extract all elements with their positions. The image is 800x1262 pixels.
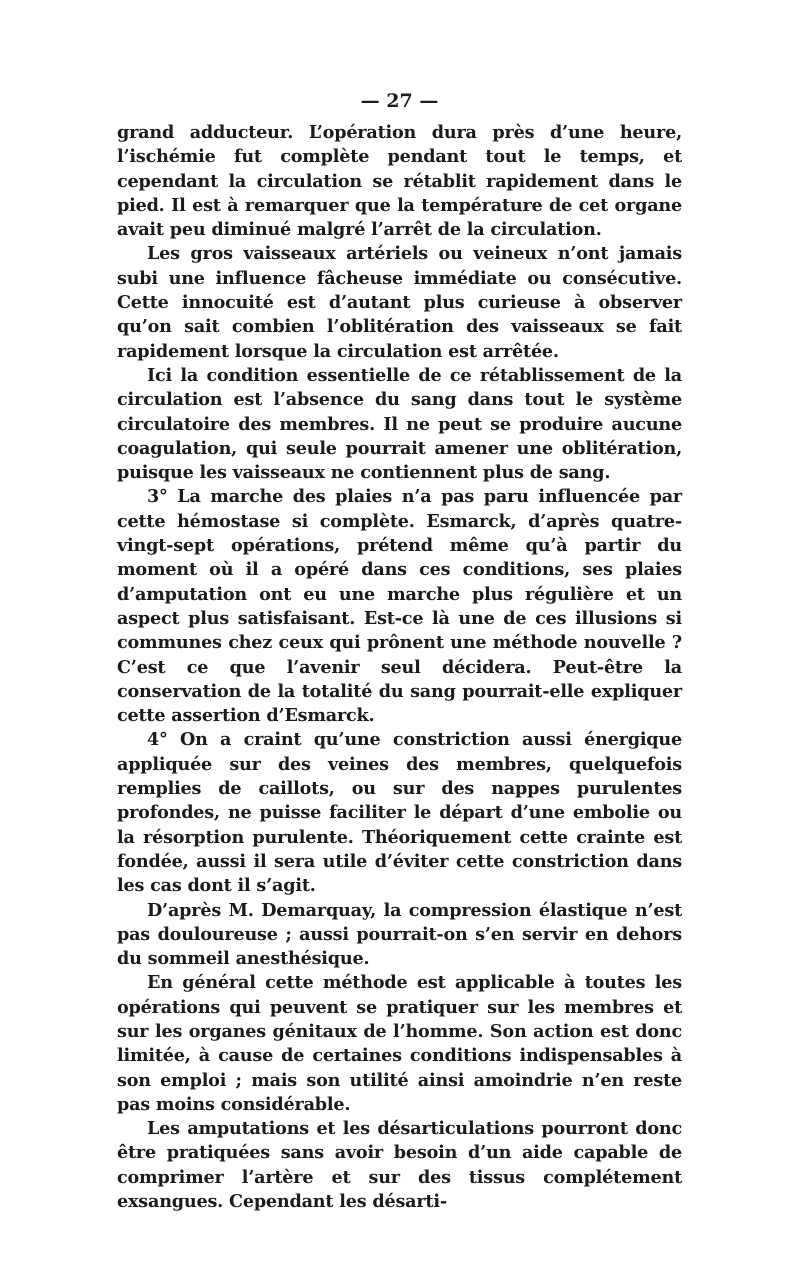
page-number: — 27 — (360, 90, 439, 112)
paragraph-vessels: Les gros vaisseaux artériels ou veineux n’ont jamais subi une influence fâcheuse immédiate ou consécutive. Cette innocuité est d’autant plus curieuse à observer qu’on sait combien l’oblitération des vaisseaux se fait rapidement lorsque la circulation est arrêtée. (117, 243, 682, 362)
paragraph-general: En général cette méthode est applicable à toutes les opérations qui peuvent se pratiquer sur les membres et sur les organes génitaux de l’homme. Son action est donc limitée, à cause de certaines conditions indispensables à son emploi ; mais son utilité ainsi amoindrie n’en reste pas moins considérable. (117, 972, 682, 1115)
book-page (117, 84, 682, 1214)
paragraph-wounds: 3° La marche des plaies n’a pas paru influencée par cette hémostase si complète. Esmarck, d’après quatre-vingt-sept opérations, prétend même qu’à partir du moment où il a opéré dans ces conditions, ses plaies d’amputation ont eu une marche plus régulière et un aspect plus satisfaisant. Est-ce là une de ces illusions si communes chez ceux qui prônent une méthode nouvelle ? C’est ce que l’avenir seul décidera. Peut-être la conservation de la totalité du sang pourrait-elle expliquer cette assertion d’Esmarck. (117, 486, 682, 727)
paragraph-continuation: grand adducteur. L’opération dura près d’une heure, l’ischémie fut complète pendant tout le temps, et cependant la circulation se rétablit rapidement dans le pied. Il est à remarquer que la température de cet organe avait peu diminué malgré l’arrêt de la circulation. (117, 122, 682, 241)
paragraph-amputations: Les amputations et les désarticulations pourront donc être pratiquées sans avoir besoin d’un aide capable de comprimer l’artère et sur des tissus complétement exsangues. Cependant les désarti- (117, 1118, 682, 1213)
paragraph-circulation: Ici la condition essentielle de ce rétablissement de la circulation est l’absence du sang dans tout le système circulatoire des membres. Il ne peut se produire aucune coagulation, qui seule pourrait amener une oblitération, puisque les vaisseaux ne contiennent plus de sang. (117, 364, 682, 484)
paragraph-embolism: 4° On a craint qu’une constriction aussi énergique appliquée sur des veines des membres, quelquefois remplies de caillots, ou sur des nappes purulentes profondes, ne puisse faciliter le départ d’une embolie ou la résorption purulente. Théoriquement cette crainte est fondée, aussi il sera utile d’éviter cette constriction dans les cas dont il s’agit. (117, 729, 682, 897)
paragraph-demarquay: D’après M. Demarquay, la compression élastique n’est pas douloureuse ; aussi pourrait-on s’en servir en dehors du sommeil anesthésique. (117, 899, 682, 970)
